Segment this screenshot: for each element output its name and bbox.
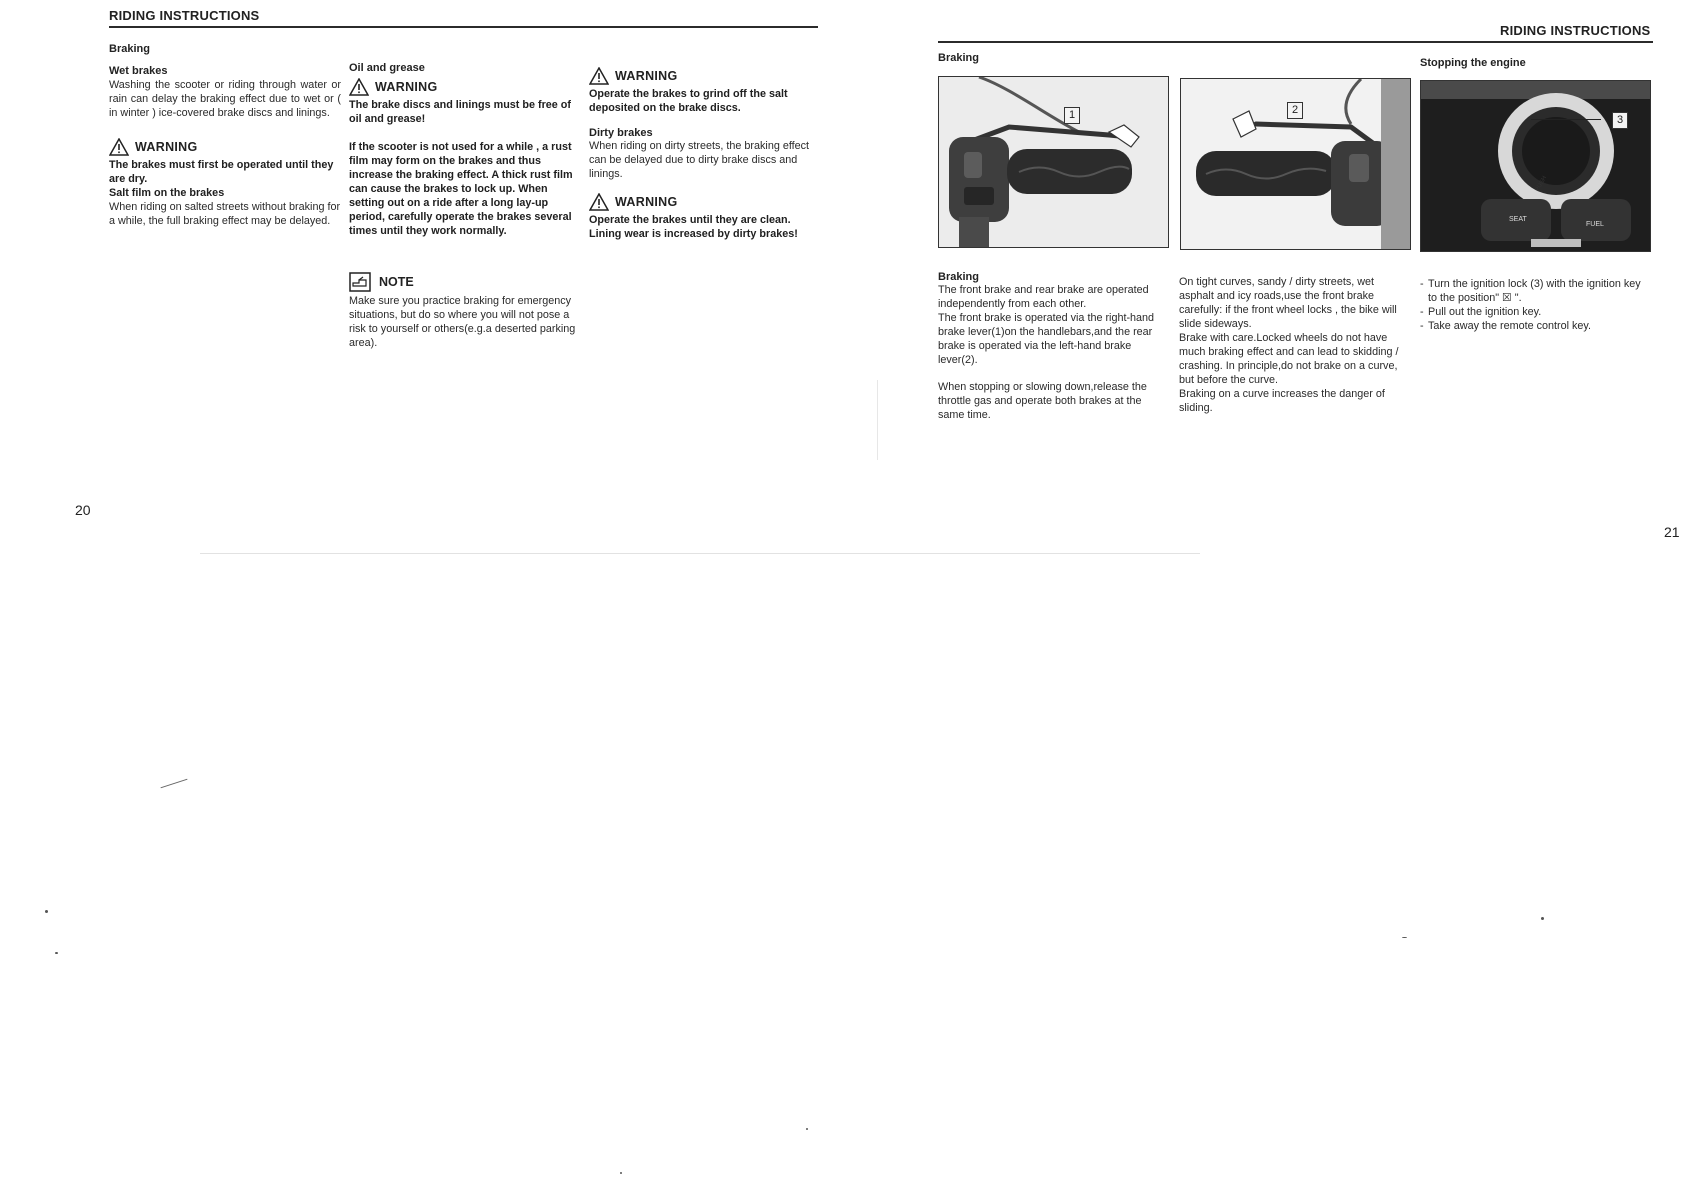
- list-item: - Pull out the ignition key.: [1420, 305, 1650, 319]
- seat-button-label: SEAT: [1509, 216, 1527, 223]
- photo-ignition-lock: [1420, 80, 1651, 252]
- photo-left-brake-lever: [1180, 78, 1411, 250]
- callout-3: 3: [1612, 112, 1628, 129]
- note-box: [349, 272, 580, 292]
- dirty-brakes-heading: Dirty brakes: [589, 127, 653, 139]
- brake-care-text: Brake with care.Locked wheels do not have much braking effect and can lead to skidding / crashing. In principle,do not brake on a curve, but before the curve.: [1179, 332, 1399, 386]
- warning-triangle-icon: [589, 193, 609, 211]
- braking-levers-text: The front brake is operated via the right-hand brake lever(1)on the handlebars,and the rear brake is operated via the left-hand brake lever(2).: [938, 312, 1155, 366]
- callout-3-leader: [1531, 119, 1601, 120]
- sliding-text: Braking on a curve increases the danger of sliding.: [1179, 388, 1385, 414]
- braking-both-text: When stopping or slowing down,release the throttle gas and operate both brakes at the same time.: [938, 381, 1147, 421]
- right-col-1: [938, 271, 1168, 422]
- warning-dry: [109, 138, 341, 156]
- warning-title: WARNING: [375, 80, 438, 94]
- braking-independent-text: The front brake and rear brake are operated independently from each other.: [938, 284, 1149, 310]
- warning-clean-text: Operate the brakes until they are clean. Lining wear is increased by dirty brakes!: [589, 214, 798, 240]
- push-label: PUSH: [1534, 175, 1549, 193]
- warning-salt: [589, 67, 820, 85]
- photo-right-brake-lever: [938, 76, 1169, 248]
- warning-clean: [589, 193, 820, 211]
- scan-speck: [1402, 937, 1407, 938]
- callout-2: 2: [1287, 102, 1303, 119]
- warning-title: WARNING: [135, 140, 198, 154]
- pointing-hand-note-icon: [349, 272, 371, 292]
- wet-brakes-text: Washing the scooter or riding through water or rain can delay the braking effect due to wet or ( in winter ) ice-covered brake discs and linings.: [109, 79, 341, 119]
- fuel-button-label: FUEL: [1586, 221, 1604, 228]
- warning-salt-text: Operate the brakes to grind off the salt deposited on the brake discs.: [589, 88, 788, 114]
- note-text: Make sure you practice braking for emergency situations, but do so where you will not pose a risk to yourself or others(e.g.a deserted parking area).: [349, 295, 576, 349]
- warning-oil: [349, 78, 580, 96]
- section-title-braking: Braking: [109, 43, 150, 55]
- warning-title: WARNING: [615, 195, 678, 209]
- rust-film-text: If the scooter is not used for a while , a rust film may form on the brakes and thus increase the braking effect. A thick rust film can cause the brakes to lock up. When setting out on a ride after a long lay-up period, carefully operate the brakes several times until they work normally.: [349, 141, 573, 237]
- left-col-2: [349, 62, 580, 350]
- scan-speck: [1541, 917, 1544, 920]
- scan-speck: [45, 910, 48, 913]
- header-left: RIDING INSTRUCTIONS: [109, 8, 260, 23]
- page-number-right: 21: [1664, 524, 1680, 540]
- right-col-3: [1420, 277, 1650, 333]
- photo-caption-braking: Braking: [938, 52, 979, 64]
- scan-speck: [806, 1128, 808, 1130]
- page-number-left: 20: [75, 502, 91, 518]
- salt-film-text: When riding on salted streets without braking for a while, the full braking effect may be delayed.: [109, 201, 341, 227]
- dirty-brakes-text: When riding on dirty streets, the braking effect can be delayed due to dirty brake discs and linings.: [589, 140, 810, 180]
- stopping-steps-list: [1420, 277, 1650, 333]
- wet-brakes-heading: Wet brakes: [109, 65, 168, 77]
- warning-dry-text: The brakes must first be operated until they are dry.: [109, 159, 334, 185]
- oil-grease-heading: Oil and grease: [349, 62, 425, 74]
- warning-title: WARNING: [615, 69, 678, 83]
- scan-speck: [55, 952, 58, 954]
- note-title: NOTE: [379, 275, 414, 289]
- curves-text: On tight curves, sandy / dirty streets, wet asphalt and icy roads,use the front brake carefully: if the front wheel locks , the bike will slide sideways.: [1179, 276, 1397, 330]
- warning-oil-text: The brake discs and linings must be free of oil and grease!: [349, 99, 571, 125]
- left-col-3: [589, 67, 820, 241]
- header-rule-right: [938, 41, 1653, 43]
- page-fold: [877, 380, 878, 460]
- braking-heading: Braking: [938, 271, 979, 283]
- scan-mark: [161, 779, 188, 789]
- warning-triangle-icon: [589, 67, 609, 85]
- warning-triangle-icon: [349, 78, 369, 96]
- list-item: - Turn the ignition lock (3) with the ignition key to the position" ☒ ".: [1420, 277, 1650, 305]
- salt-film-heading: Salt film on the brakes: [109, 187, 225, 199]
- right-col-2: [1179, 275, 1409, 415]
- callout-1: 1: [1064, 107, 1080, 124]
- header-right: RIDING INSTRUCTIONS: [1500, 23, 1651, 38]
- list-item: - Take away the remote control key.: [1420, 319, 1650, 333]
- photo-caption-stopping: Stopping the engine: [1420, 57, 1526, 69]
- scan-edge-line: [200, 553, 1200, 554]
- warning-triangle-icon: [109, 138, 129, 156]
- scan-speck: [620, 1172, 622, 1174]
- left-col-1: [109, 43, 341, 228]
- header-rule-left: [109, 26, 818, 28]
